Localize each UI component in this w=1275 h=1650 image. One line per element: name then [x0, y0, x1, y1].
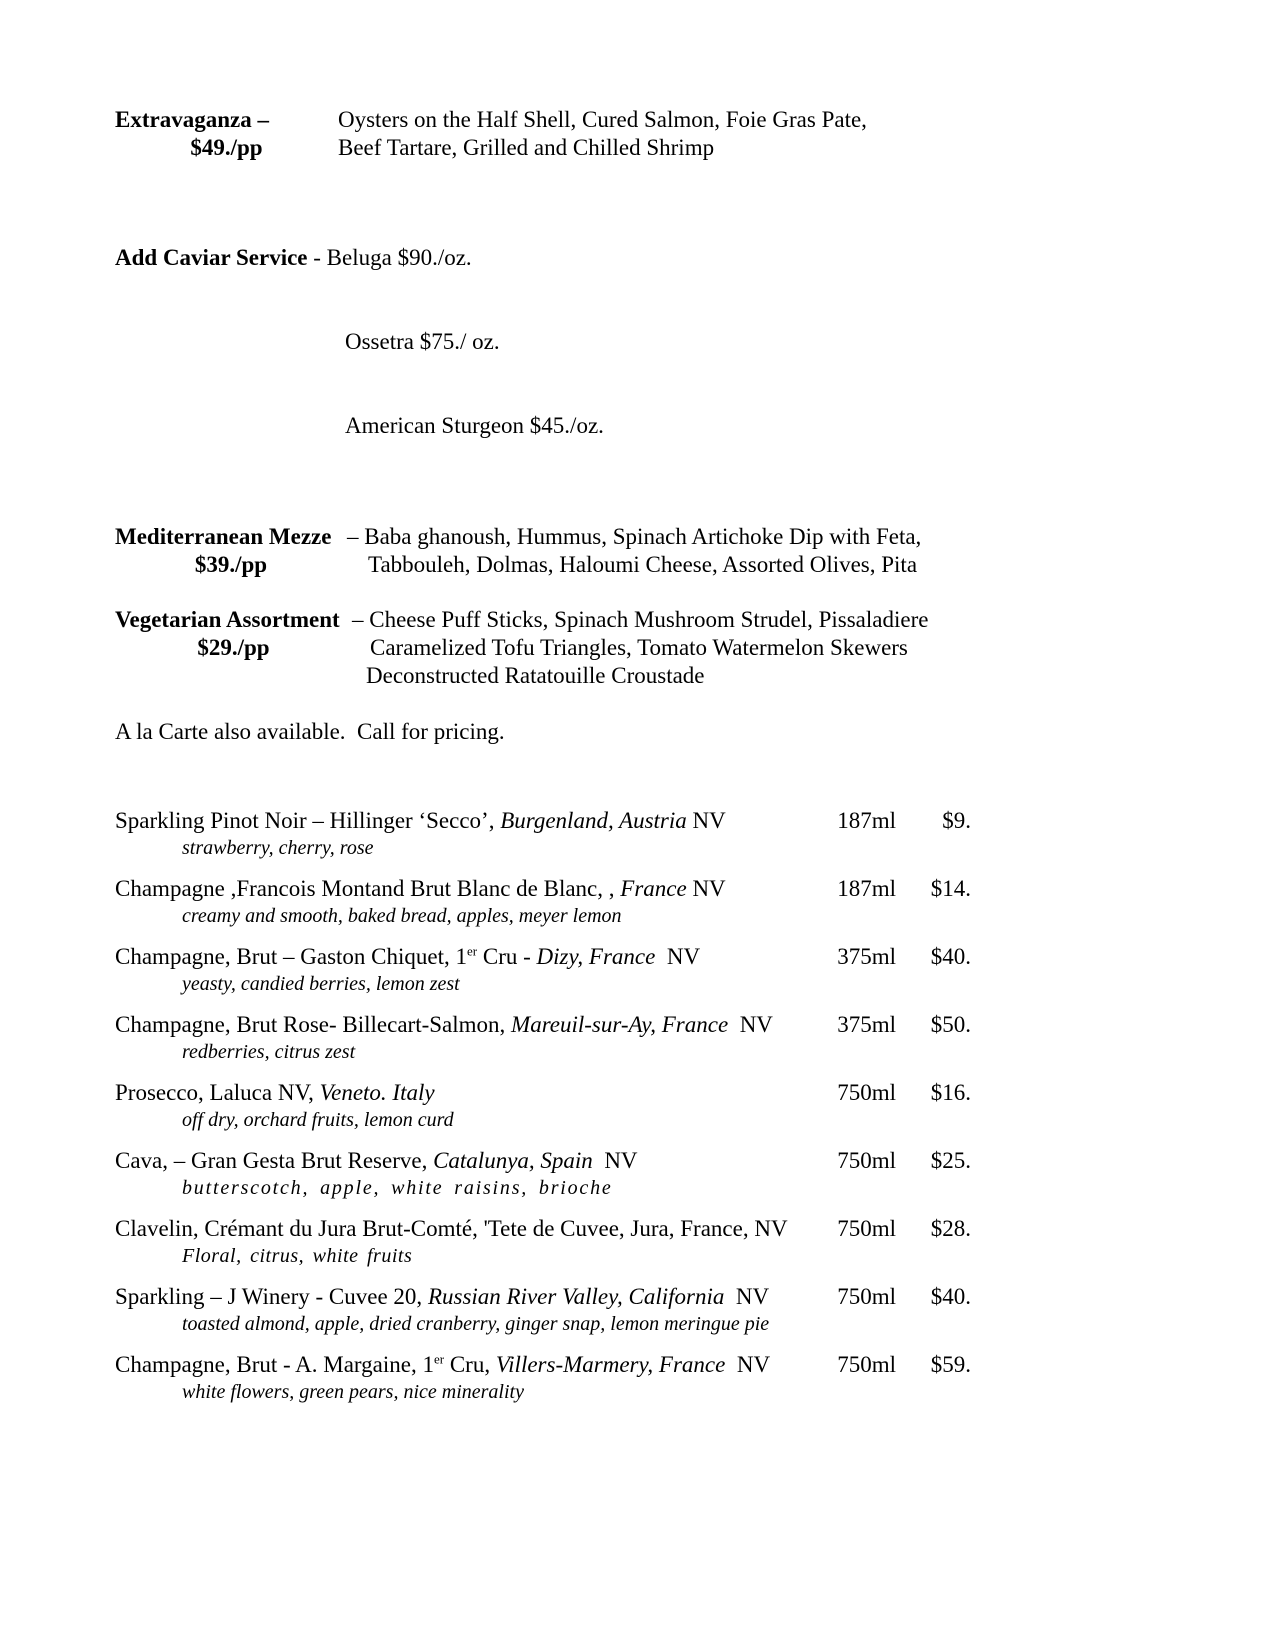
wine-tasting-note: strawberry, cherry, rose	[182, 837, 374, 859]
wine-tasting-note: Floral, citrus, white fruits	[182, 1245, 413, 1267]
wine-entry	[115, 1282, 971, 1338]
wine-price: $16.	[930, 1080, 971, 1105]
wine-price: $28.	[930, 1216, 971, 1241]
wine-name: Sparkling – J Winery - Cuvee 20, Russian River Valley, California NV	[115, 1284, 770, 1309]
menu-document	[115, 0, 971, 1406]
wine-price: $50.	[930, 1012, 971, 1037]
wine-row	[115, 874, 971, 903]
wine-price: $59.	[930, 1352, 971, 1377]
package-desc-line: Oysters on the Half Shell, Cured Salmon, Foie Gras Pate,	[338, 107, 867, 132]
wine-tasting-note: creamy and smooth, baked bread, apples, meyer lemon	[182, 905, 622, 927]
wine-entry	[115, 942, 971, 998]
wine-price: $40.	[930, 1284, 971, 1309]
wine-size: 750ml	[837, 1216, 896, 1241]
wine-size: 375ml	[837, 944, 896, 969]
wine-name: Clavelin, Crémant du Jura Brut-Comté, 'Tete de Cuvee, Jura, France, NV	[115, 1216, 788, 1241]
wine-tasting-note: butterscotch, apple, white raisins, brioche	[182, 1177, 613, 1199]
wine-tasting-note: toasted almond, apple, dried cranberry, ginger snap, lemon meringue pie	[182, 1313, 770, 1335]
wine-entry	[115, 806, 971, 862]
caviar-line-1	[115, 244, 971, 272]
wine-tasting-note: yeasty, candied berries, lemon zest	[182, 973, 460, 995]
wine-price: $14.	[930, 876, 971, 901]
wine-entry	[115, 874, 971, 930]
caviar-service-block	[115, 188, 971, 496]
package-spacer	[115, 662, 352, 690]
wine-price: $40.	[930, 944, 971, 969]
package-extravaganza	[115, 106, 971, 162]
package-mediterranean-mezze	[115, 523, 971, 579]
package-price: $29./pp	[197, 635, 270, 660]
wine-row	[115, 1350, 971, 1379]
wine-size: 187ml	[837, 808, 896, 833]
caviar-beluga: - Beluga $90./oz.	[307, 245, 472, 270]
wine-list	[115, 806, 971, 1406]
caviar-title: Add Caviar Service	[115, 245, 308, 270]
wine-entry	[115, 1010, 971, 1066]
wine-tasting-note: redberries, citrus zest	[182, 1041, 356, 1063]
package-desc-line: Beef Tartare, Grilled and Chilled Shrimp	[338, 135, 715, 160]
wine-tasting-note: white flowers, green pears, nice minerality	[182, 1381, 524, 1403]
wine-name: Prosecco, Laluca NV, Veneto. Italy	[115, 1080, 435, 1105]
wine-row	[115, 1282, 971, 1311]
wine-price: $25.	[930, 1148, 971, 1173]
package-desc-line: – Cheese Puff Sticks, Spinach Mushroom Strudel, Pissaladiere	[352, 607, 929, 632]
package-title: Mediterranean Mezze	[115, 524, 332, 549]
package-desc-line: Caramelized Tofu Triangles, Tomato Watermelon Skewers	[370, 635, 908, 660]
wine-name: Cava, – Gran Gesta Brut Reserve, Catalunya, Spain NV	[115, 1148, 638, 1173]
package-price: $49./pp	[190, 135, 263, 160]
package-desc-line: Deconstructed Ratatouille Croustade	[366, 663, 705, 688]
wine-name: Champagne, Brut Rose- Billecart-Salmon, Mareuil-sur-Ay, France NV	[115, 1012, 773, 1037]
wine-size: 187ml	[837, 876, 896, 901]
wine-size: 750ml	[837, 1148, 896, 1173]
wine-row	[115, 1010, 971, 1039]
wine-entry	[115, 1214, 971, 1270]
a-la-carte-note: A la Carte also available. Call for pricing.	[115, 719, 505, 744]
wine-row	[115, 806, 971, 835]
wine-entry	[115, 1146, 971, 1202]
wine-row	[115, 942, 971, 971]
package-price: $39./pp	[194, 552, 268, 577]
wine-entry	[115, 1078, 971, 1134]
package-title: Vegetarian Assortment	[115, 607, 340, 632]
wine-row	[115, 1214, 971, 1243]
package-desc-line: Tabbouleh, Dolmas, Haloumi Cheese, Assorted Olives, Pita	[368, 552, 918, 577]
wine-name: Sparkling Pinot Noir – Hillinger ‘Secco’, Burgenland, Austria NV	[115, 808, 726, 833]
wine-name: Champagne, Brut – Gaston Chiquet, 1er Cru - Dizy, France NV	[115, 943, 701, 969]
package-vegetarian-assortment	[115, 606, 971, 690]
wine-row	[115, 1146, 971, 1175]
wine-size: 750ml	[837, 1080, 896, 1105]
wine-name: Champagne, Brut - A. Margaine, 1er Cru, Villers-Marmery, France NV	[115, 1351, 771, 1377]
wine-entry	[115, 1350, 971, 1406]
caviar-ossetra: Ossetra $75./ oz.	[345, 329, 500, 354]
wine-name: Champagne ,Francois Montand Brut Blanc de Blanc, , France NV	[115, 876, 726, 901]
package-title: Extravaganza –	[115, 107, 269, 132]
wine-row	[115, 1078, 971, 1107]
wine-tasting-note: off dry, orchard fruits, lemon curd	[182, 1109, 454, 1131]
wine-size: 750ml	[837, 1284, 896, 1309]
caviar-american-sturgeon: American Sturgeon $45./oz.	[345, 413, 604, 438]
wine-size: 750ml	[837, 1352, 896, 1377]
wine-size: 375ml	[837, 1012, 896, 1037]
wine-price: $9.	[942, 808, 971, 833]
package-desc-line: – Baba ghanoush, Hummus, Spinach Artichoke Dip with Feta,	[347, 524, 922, 549]
